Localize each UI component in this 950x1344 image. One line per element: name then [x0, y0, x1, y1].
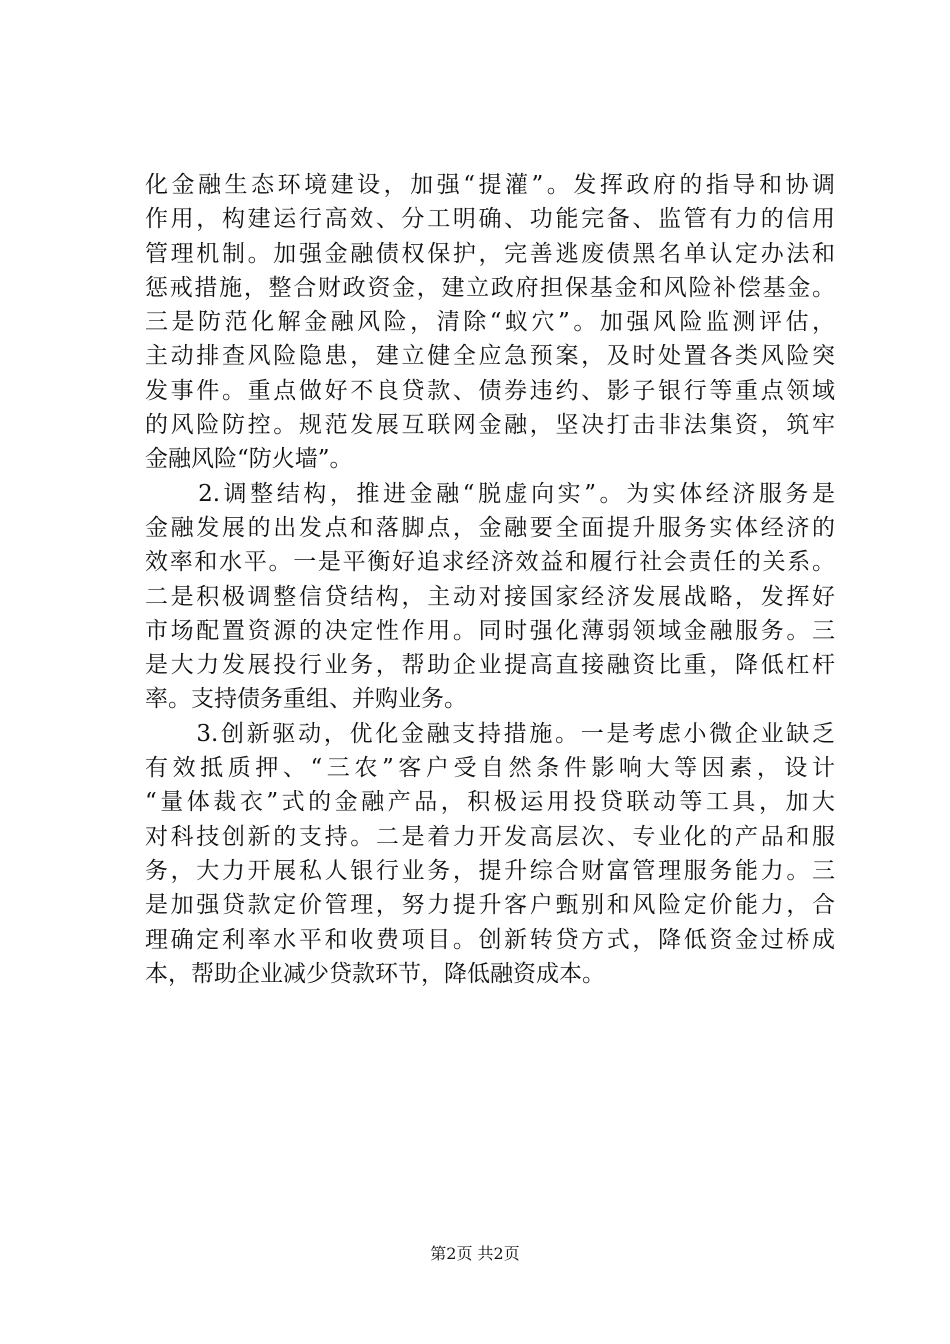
text-line: 是加强贷款定价管理，努力提升客户甄别和风险定价能力，合 [145, 892, 835, 919]
text-line: “量体裁衣”式的金融产品，积极运用投贷联动等工具，加大 [145, 789, 835, 816]
text-line: 是大力发展投行业务，帮助企业提高直接融资比重，降低杠杆 [145, 652, 835, 679]
text-line: 理确定利率水平和收费项目。创新转贷方式，降低资金过桥成 [145, 926, 835, 953]
text-line: 金融风险“防火墙”。 [145, 446, 353, 473]
text-line: 对科技创新的支持。二是着力开发高层次、专业化的产品和服 [145, 823, 835, 850]
text-line: 化金融生态环境建设，加强“提灌”。发挥政府的指导和协调 [145, 172, 835, 198]
text-line: 本，帮助企业减少贷款环节，降低融资成本。 [145, 960, 605, 987]
text-line: 有效抵质押、“三农”客户受自然条件影响大等因素，设计 [145, 755, 835, 782]
text-line: 率。支持债务重组、并购业务。 [145, 686, 467, 713]
text-line: 市场配置资源的决定性作用。同时强化薄弱领域金融服务。三 [145, 617, 835, 644]
text-line: 效率和水平。一是平衡好追求经济效益和履行社会责任的关系。 [145, 549, 835, 576]
text-line: 发事件。重点做好不良贷款、债券违约、影子银行等重点领域 [145, 377, 835, 404]
text-line: 三是防范化解金融风险，清除“蚁穴”。加强风险监测评估， [145, 309, 835, 336]
text-line: 作用，构建运行高效、分工明确、功能完备、监管有力的信用 [145, 206, 835, 233]
page-footer: 第2页 共2页 [430, 1244, 520, 1263]
text-line: 管理机制。加强金融债权保护，完善逃废债黑名单认定办法和 [145, 240, 835, 267]
text-line: 的风险防控。规范发展互联网金融，坚决打击非法集资，筑牢 [145, 412, 835, 439]
text-line: 务，大力开展私人银行业务，提升综合财富管理服务能力。三 [145, 857, 835, 884]
text-line: 主动排查风险隐患，建立健全应急预案，及时处置各类风险突 [145, 343, 835, 370]
text-line: 金融发展的出发点和落脚点，金融要全面提升服务实体经济的 [145, 514, 835, 541]
text-line: 2.调整结构，推进金融“脱虚向实”。为实体经济服务是 [145, 480, 835, 507]
text-line: 惩戒措施，整合财政资金，建立政府担保基金和风险补偿基金。 [145, 274, 835, 301]
text-line: 二是积极调整信贷结构，主动对接国家经济发展战略，发挥好 [145, 583, 835, 610]
text-line: 3.创新驱动，优化金融支持措施。一是考虑小微企业缺乏 [145, 720, 835, 747]
body-text [145, 168, 835, 991]
